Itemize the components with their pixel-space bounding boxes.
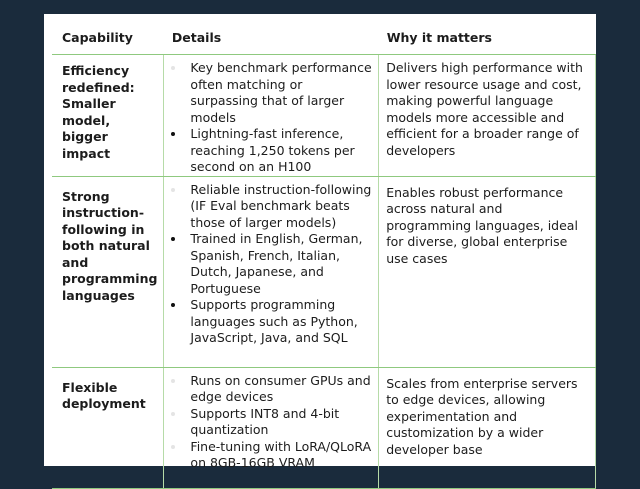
list-item xyxy=(168,60,372,126)
table-row xyxy=(52,176,596,367)
table-row xyxy=(52,367,596,488)
detail-text: Lightning-fast inference, reaching 1,250 tokens per second on an H100 xyxy=(190,126,355,174)
bullet-icon xyxy=(171,445,175,449)
capability-cell: Flexible deployment xyxy=(52,367,164,488)
header-capability: Capability xyxy=(52,20,164,55)
bullet-icon xyxy=(171,66,175,70)
details-cell xyxy=(164,176,379,367)
bullet-icon xyxy=(171,379,175,383)
header-details: Details xyxy=(164,20,379,55)
bullet-icon xyxy=(171,237,175,241)
bullet-icon xyxy=(171,303,175,307)
why-cell: Enables robust performance across natural and programming languages, ideal for diverse, global enterprise use cases xyxy=(379,176,596,367)
list-item xyxy=(168,373,372,406)
bullet-icon xyxy=(171,188,175,192)
list-item xyxy=(168,439,372,472)
table-row xyxy=(52,55,596,177)
list-item xyxy=(168,182,372,232)
slide-panel xyxy=(44,14,596,470)
why-cell: Scales from enterprise servers to edge devices, allowing experimentation and customization by a wider developer base xyxy=(379,367,596,488)
list-item xyxy=(168,231,372,297)
detail-text: Key benchmark performance often matching or surpassing that of larger models xyxy=(190,60,372,125)
details-cell xyxy=(164,367,379,488)
detail-text: Supports INT8 and 4-bit quantization xyxy=(190,405,340,437)
detail-text: Supports programming languages such as Python, JavaScript, Java, and SQL xyxy=(190,297,358,345)
details-list xyxy=(168,182,372,347)
capability-table xyxy=(52,20,596,489)
header-row xyxy=(52,20,596,55)
detail-text: Trained in English, German, Spanish, French, Italian, Dutch, Japanese, and Portuguese xyxy=(190,231,363,296)
detail-text: Reliable instruction-following (IF Eval benchmark beats those of larger models) xyxy=(190,181,372,230)
list-item xyxy=(168,126,372,176)
list-item xyxy=(168,406,372,439)
details-list xyxy=(168,60,372,176)
detail-text: Runs on consumer GPUs and edge devices xyxy=(190,372,371,404)
details-cell xyxy=(164,55,379,177)
why-cell: Delivers high performance with lower resource usage and cost, making powerful language models more accessible and efficient for a broader range of developers xyxy=(379,55,596,177)
bullet-icon xyxy=(171,412,175,416)
detail-text: Fine-tuning with LoRA/QLoRA on 8GB-16GB VRAM xyxy=(190,438,372,470)
bullet-icon xyxy=(171,132,175,136)
details-list xyxy=(168,373,372,472)
capability-cell: Strong instruction-following in both natural and programming languages xyxy=(52,176,164,367)
header-why-it-matters: Why it matters xyxy=(379,20,596,55)
capability-cell: Efficiency redefined: Smaller model, bigger impact xyxy=(52,55,164,177)
list-item xyxy=(168,297,372,347)
